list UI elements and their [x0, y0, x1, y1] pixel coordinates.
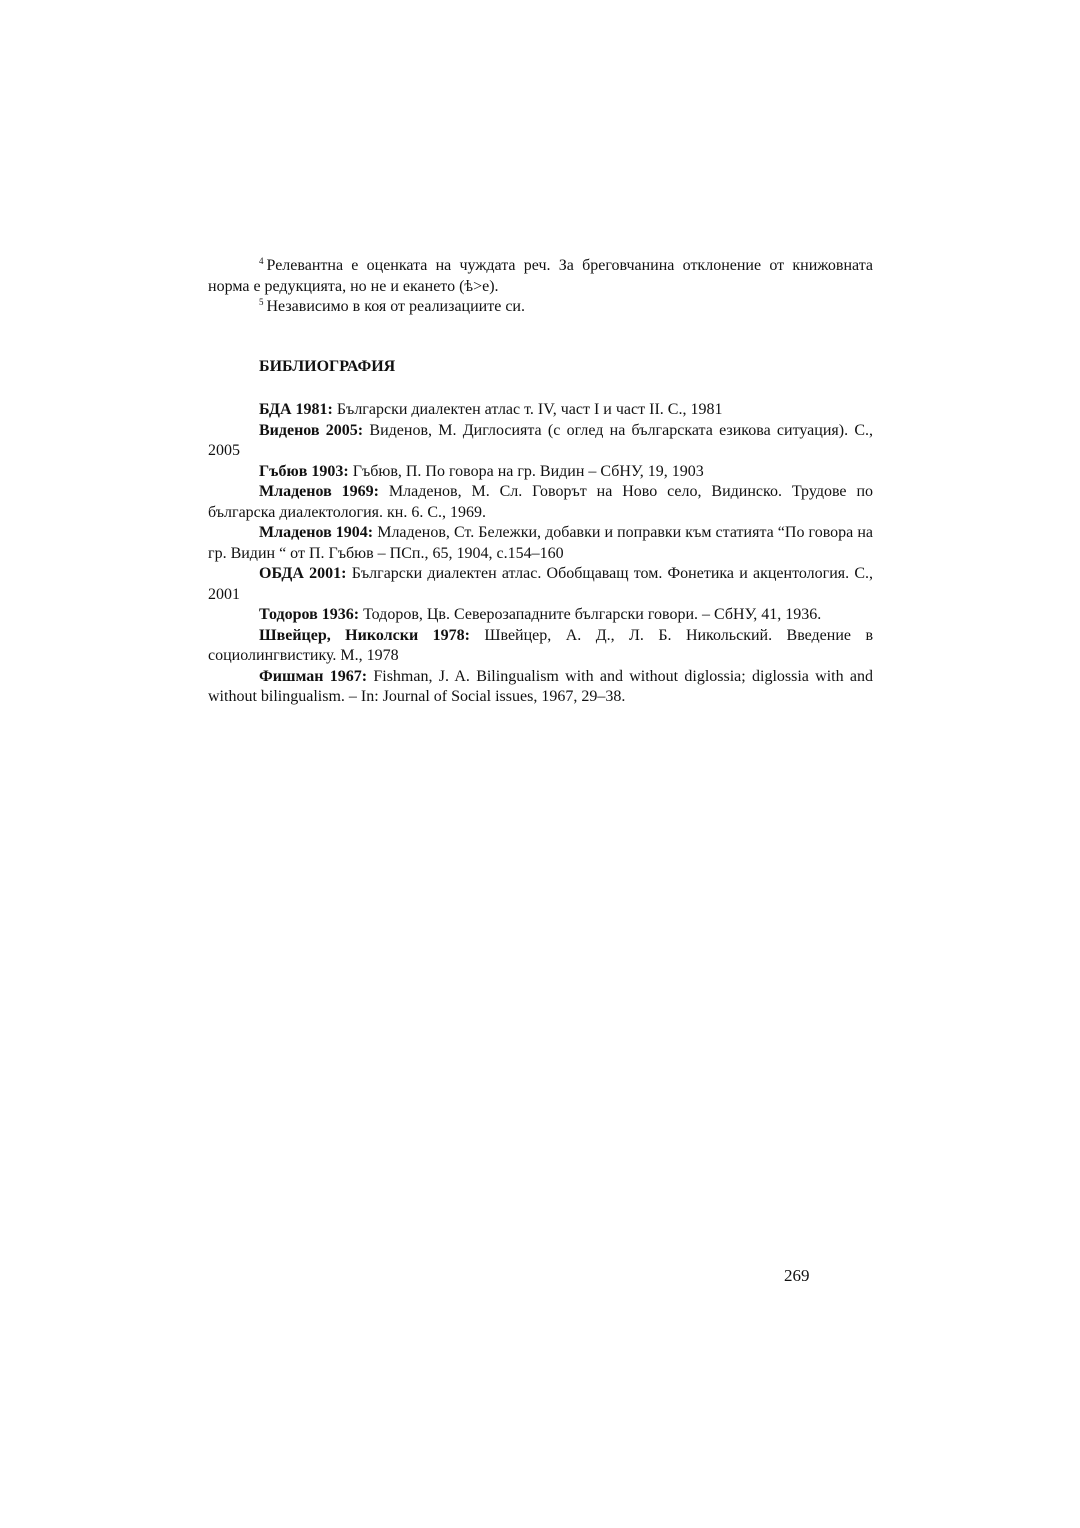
footnote-5 [208, 297, 873, 318]
bibliography-entry [208, 667, 873, 708]
bibliography-entry-key: Фишман 1967: [259, 667, 368, 685]
bibliography-entry [208, 400, 873, 421]
bibliography-list [208, 400, 873, 708]
bibliography-entry [208, 523, 873, 564]
bibliography-entry-key: БДА 1981: [259, 401, 333, 418]
bibliography-entry-text: Гъбюв, П. По говора на гр. Видин – СбНУ, 19, 1903 [348, 462, 704, 480]
bibliography-entry-key: Младенов 1969: [259, 483, 379, 500]
bibliography-entry-text: Младенов, М. Сл. Говорът на Ново село, Видинско. Трудове по българска диалектология. кн. 6. С., 1969. [208, 483, 874, 521]
bibliography-entry [208, 605, 873, 626]
bibliography-entry [208, 421, 873, 462]
bibliography-entry-key: Младенов 1904: [259, 524, 374, 541]
bibliography-entry [208, 482, 873, 523]
bibliography-entry-text: Виденов, М. Диглосията (с оглед на българската езикова ситуация). С., 2005 [208, 421, 874, 459]
bibliography-entry-key: Швейцер, Николски 1978: [259, 626, 470, 644]
bibliography-entry [208, 626, 873, 667]
bibliography-heading: БИБЛИОГРАФИЯ [259, 358, 396, 375]
footnote-5-text: Независимо в коя от реализациите си. [266, 298, 525, 315]
bibliography-entry-text: Fishman, J. A. Bilingualism with and without diglossia; diglossia with and without bilingualism. – In: Journal of Social issues, 1967, 29–38. [208, 667, 873, 705]
bibliography-entry [208, 564, 873, 605]
bibliography-entry-text: Тодоров, Цв. Северозападните български говори. – СбНУ, 41, 1936. [359, 606, 822, 623]
bibliography-entry [208, 462, 873, 483]
bibliography-entry-text: Български диалектен атлас. Обобщаващ том. Фонетика и акцентология. С., 2001 [208, 565, 873, 603]
bibliography-entry-key: ОБДА 2001: [259, 565, 347, 582]
bibliography-entry-text: Български диалектен атлас т. IV, част I и част II. С., 1981 [332, 401, 723, 418]
bibliography-entry-text: Младенов, Ст. Бележки, добавки и поправки към статията “По говора на гр. Видин “ от П. Гъбюв – ПСп., 65, 1904, с.154–160 [208, 524, 873, 562]
bibliography-entry-key: Тодоров 1936: [259, 606, 360, 623]
footnote-4 [208, 256, 873, 297]
bibliography-entry-text: Швейцер, А. Д., Л. Б. Никольский. Введение в социолингвистику. М., 1978 [208, 626, 873, 664]
footnote-5-number: 5 [259, 297, 264, 307]
footnote-4-number: 4 [259, 256, 264, 266]
footnote-4-text: Релевантна е оценката на чуждата реч. За бреговчанина отклонение от книжовната норма е редукцията, но не и екането (ѣ>е). [208, 257, 873, 295]
bibliography-entry-key: Виденов 2005: [259, 421, 364, 439]
page-number: 269 [784, 1266, 810, 1285]
bibliography-entry-key: Гъбюв 1903: [259, 462, 349, 480]
footnotes [208, 256, 873, 318]
